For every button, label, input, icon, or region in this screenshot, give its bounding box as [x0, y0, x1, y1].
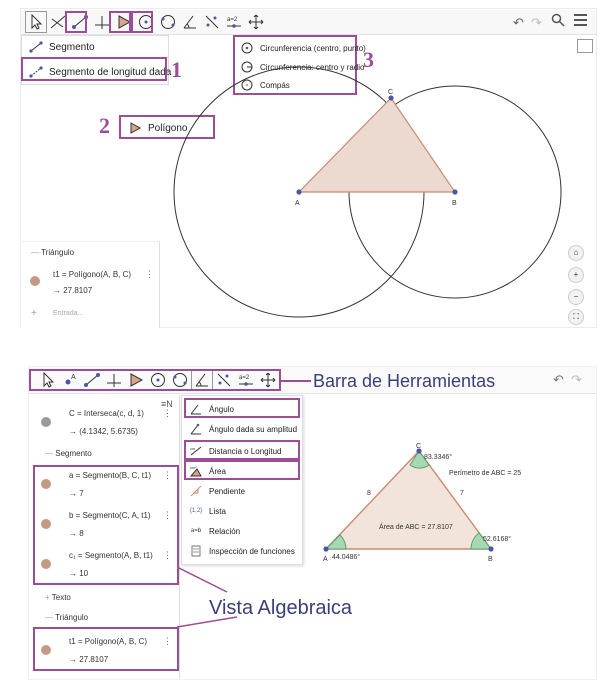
top-algebra-view: [21, 241, 160, 328]
redo-icon[interactable]: ↷: [571, 372, 582, 387]
angle-a-label: 44.0486°: [332, 554, 361, 561]
reflect-icon: [203, 13, 221, 31]
list-icon: {1,2}: [189, 508, 203, 514]
zoom-in-icon[interactable]: +: [568, 267, 584, 283]
move-view-tool-button[interactable]: [245, 11, 267, 33]
polygon-row-highlight: [33, 627, 179, 671]
menu-item-angle-given-size[interactable]: Ángulo dada su amplitud: [188, 422, 297, 436]
side-a-label: 7: [460, 490, 464, 497]
section-triangle: — Triángulo: [31, 248, 75, 257]
algebra-callout: Vista Algebraica: [209, 597, 353, 619]
menu-item-area[interactable]: cm² Área: [188, 464, 226, 478]
segment-fixed-length-highlight: [21, 57, 167, 81]
point-b[interactable]: [488, 546, 493, 551]
add-input-icon[interactable]: +: [31, 308, 37, 319]
svg-text:a=2: a=2: [227, 17, 238, 23]
polygon-icon: [127, 121, 143, 135]
label-c: C: [388, 89, 394, 96]
slider-tool-button[interactable]: [223, 11, 245, 33]
menu-item-circle-center-radius[interactable]: Circunferencia: centro y radio: [239, 60, 365, 74]
label-a: A: [295, 200, 300, 207]
menu-item-distance[interactable]: cm Distancia o Longitud: [188, 444, 282, 458]
marker-3: 3: [363, 47, 374, 72]
more-options-icon[interactable]: ⋮: [163, 636, 172, 646]
menu-item-relation[interactable]: a=b Relación: [188, 524, 240, 538]
function-inspector-icon: [188, 544, 204, 558]
angle-given-size-icon: [188, 422, 204, 436]
svg-text:a=2: a=2: [239, 375, 250, 381]
circle-three-points-icon: [159, 13, 177, 31]
more-options-icon[interactable]: ⋮: [163, 550, 172, 560]
angle-b-label: 52.6168°: [483, 536, 512, 543]
arrow-cursor-icon: [27, 13, 45, 31]
algebra-input[interactable]: Entrada...: [53, 310, 84, 317]
polygon-menu-row: Polígono: [127, 121, 187, 135]
marker-2: 2: [99, 113, 110, 138]
toolbar-callout-line: [281, 380, 311, 382]
label-b: B: [452, 200, 457, 207]
polygon-tool-highlight: [109, 11, 131, 33]
top-screenshot: [20, 8, 597, 328]
expand-icon[interactable]: +: [45, 593, 50, 602]
visibility-toggle[interactable]: [30, 276, 40, 286]
menu-item-segment[interactable]: Segmento: [28, 40, 95, 54]
segment-icon: [28, 40, 44, 54]
zoom-out-icon[interactable]: −: [568, 289, 584, 305]
toolbar-highlight: [29, 369, 281, 391]
section-text: + Texto: [45, 593, 71, 602]
angle-icon: [188, 402, 204, 416]
visibility-toggle[interactable]: [41, 645, 51, 655]
segments-highlight: [33, 465, 179, 585]
triangle-abc: [299, 98, 455, 192]
search-icon[interactable]: [551, 13, 565, 32]
distance-icon: [188, 444, 204, 458]
label-c: C: [416, 443, 422, 450]
angle-icon: [181, 13, 199, 31]
more-options-icon[interactable]: ⋮: [163, 510, 172, 520]
menu-item-list[interactable]: {1,2} Lista: [188, 504, 226, 518]
side-b-label: 8: [367, 490, 371, 497]
collapse-icon[interactable]: —: [45, 613, 53, 622]
algebra-value-c1: → 10: [69, 569, 89, 578]
algebra-value-a: → 7: [69, 489, 84, 498]
measure-dropdown: [181, 395, 303, 565]
visibility-toggle[interactable]: [41, 519, 51, 529]
point-a[interactable]: [296, 189, 301, 194]
visibility-toggle[interactable]: [41, 417, 51, 427]
section-segment: — Segmento: [45, 449, 92, 458]
redo-icon[interactable]: ↷: [531, 15, 542, 30]
select-tool-button[interactable]: [25, 11, 47, 33]
point-b[interactable]: [452, 189, 457, 194]
fullscreen-icon[interactable]: ⛶: [568, 309, 584, 325]
algebra-value-b: → 8: [69, 529, 84, 538]
perimeter-text: Perímetro de ABC = 25: [449, 470, 522, 477]
triangle-abc: [326, 451, 491, 549]
collapse-icon[interactable]: —: [31, 248, 39, 257]
svg-text:cm²: cm²: [190, 465, 197, 470]
reflect-tool-button[interactable]: [201, 11, 223, 33]
menu-item-function-inspector[interactable]: Inspección de funciones: [188, 544, 295, 558]
move-arrows-icon: [247, 13, 265, 31]
top-toolbar: [21, 10, 596, 35]
bottom-graphics-view: [309, 437, 549, 567]
area-icon: [188, 464, 204, 478]
algebra-formula-c[interactable]: C = Interseca(c, d, 1): [69, 409, 144, 418]
marker-1: 1: [171, 57, 182, 82]
angle-tool-button[interactable]: [179, 11, 201, 33]
menu-item-slope[interactable]: Pendiente: [188, 484, 245, 498]
circle-three-points-tool-button[interactable]: [157, 11, 179, 33]
visibility-toggle[interactable]: [41, 479, 51, 489]
visibility-toggle[interactable]: [41, 559, 51, 569]
slider-icon: [225, 13, 243, 31]
home-icon[interactable]: ⌂: [568, 245, 584, 261]
section-triangle: — Triángulo: [45, 613, 89, 622]
algebra-formula[interactable]: t1 = Polígono(A, B, C): [53, 270, 132, 279]
toolbar-callout: Barra de Herramientas: [313, 371, 496, 391]
menu-item-angle[interactable]: Ángulo: [188, 402, 234, 416]
menu-icon[interactable]: [574, 14, 587, 26]
algebra-value-t1: → 27.8107: [69, 655, 109, 664]
algebra-formula-b[interactable]: b = Segmento(C, A, t1): [69, 511, 151, 520]
label-b: B: [488, 556, 493, 563]
svg-text:cm: cm: [190, 446, 196, 451]
more-options-icon[interactable]: ⋮: [163, 470, 172, 480]
algebra-formula-a[interactable]: a = Segmento(B, C, t1): [69, 471, 152, 480]
area-text: Área de ABC = 27.8107: [379, 524, 453, 531]
label-a: A: [323, 556, 328, 563]
undo-icon[interactable]: ↶: [513, 15, 524, 30]
more-options-icon[interactable]: ⋮: [145, 269, 154, 279]
menu-item-segment-fixed-length[interactable]: Segmento de longitud dada: [28, 65, 171, 79]
slope-icon: [188, 484, 204, 498]
point-a[interactable]: [323, 546, 328, 551]
bottom-screenshot: [28, 366, 597, 680]
point-c[interactable]: [388, 95, 393, 100]
more-options-icon[interactable]: ⋮: [163, 408, 172, 418]
menu-item-circle-center-point[interactable]: Circunferencia (centro, punto): [239, 41, 366, 55]
segment-tool-highlight: [65, 11, 87, 33]
algebra-formula-c1[interactable]: c₁ = Segmento(A, B, t1): [69, 551, 153, 560]
bottom-algebra-view: [29, 395, 180, 679]
algebra-value-c: → (4.1342, 5.6735): [69, 427, 138, 436]
algebra-style-icon[interactable]: ≡N: [161, 399, 173, 409]
menu-item-compass[interactable]: Compás: [239, 78, 290, 92]
relation-icon: a=b: [190, 528, 202, 534]
algebra-value: → 27.8107: [53, 286, 93, 295]
undo-icon[interactable]: ↶: [553, 372, 564, 387]
circle-tool-highlight: [131, 11, 153, 33]
svg-text:A: A: [71, 374, 76, 381]
angle-c-label: 83.3346°: [424, 454, 453, 461]
algebra-formula-t1[interactable]: t1 = Polígono(A, B, C): [69, 637, 148, 646]
top-graphics-view: [161, 35, 596, 327]
collapse-icon[interactable]: —: [45, 449, 53, 458]
